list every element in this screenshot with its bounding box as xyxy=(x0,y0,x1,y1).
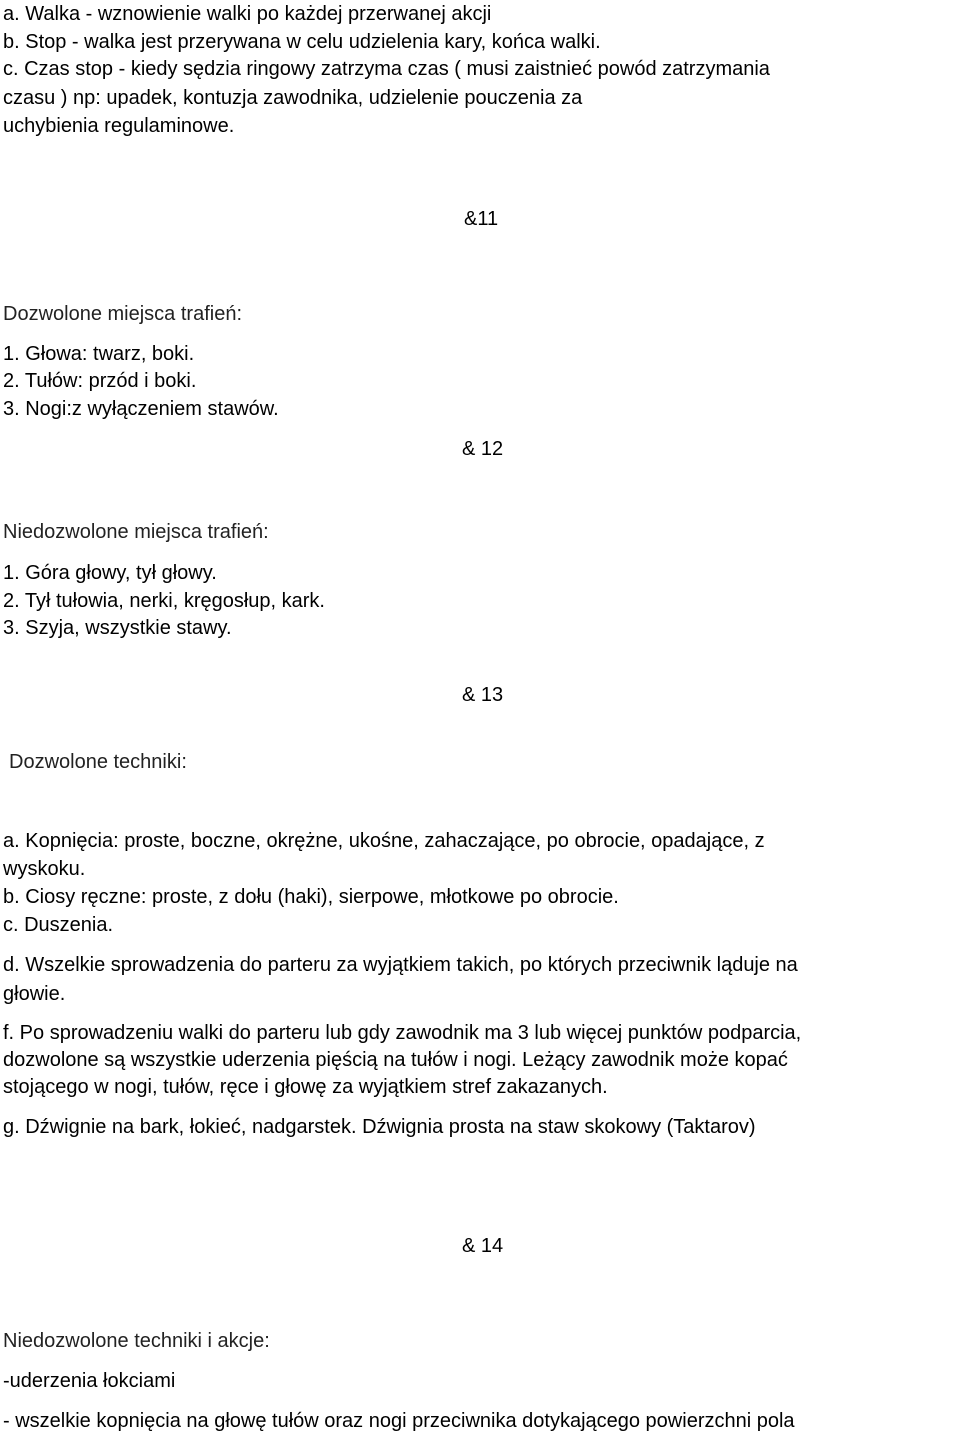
section-11-item-1: 1. Głowa: twarz, boki. xyxy=(3,343,195,365)
intro-item-c-line3: uchybienia regulaminowe. xyxy=(3,115,235,137)
section-13-item-f-line1: f. Po sprowadzeniu walki do parteru lub gdy zawodnik ma 3 lub więcej punktów podparcia, xyxy=(3,1022,802,1044)
section-14-item-2: - wszelkie kopnięcia na głowę tułów oraz nogi przeciwnika dotykającego powierzchni pola xyxy=(3,1410,795,1432)
section-13-item-g: g. Dźwignie na bark, łokieć, nadgarstek. Dźwignia prosta na staw skokowy (Taktarov) xyxy=(3,1116,756,1138)
section-13-item-d-line2: głowie. xyxy=(3,983,66,1005)
section-13-item-a-line2: wyskoku. xyxy=(3,858,86,880)
section-14-item-1: -uderzenia łokciami xyxy=(3,1370,176,1392)
section-12-heading: & 12 xyxy=(462,438,504,460)
section-14-title: Niedozwolone techniki i akcje: xyxy=(3,1330,270,1352)
section-11-title: Dozwolone miejsca trafień: xyxy=(3,303,242,325)
section-12-item-2: 2. Tył tułowia, nerki, kręgosłup, kark. xyxy=(3,590,325,612)
section-11-heading: &11 xyxy=(464,208,499,230)
section-11-item-2: 2. Tułów: przód i boki. xyxy=(3,370,197,392)
intro-item-a: a. Walka - wznowienie walki po każdej przerwanej akcji xyxy=(3,3,492,25)
section-11-item-3: 3. Nogi:z wyłączeniem stawów. xyxy=(3,398,279,420)
section-13-item-f-line3: stojącego w nogi, tułów, ręce i głowę za wyjątkiem stref zakazanych. xyxy=(3,1076,608,1098)
section-14-heading: & 14 xyxy=(462,1235,504,1257)
section-13-heading: & 13 xyxy=(462,684,504,706)
section-12-title: Niedozwolone miejsca trafień: xyxy=(3,521,269,543)
section-13-item-a-line1: a. Kopnięcia: proste, boczne, okrężne, ukośne, zahaczające, po obrocie, opadające, z xyxy=(3,830,765,852)
section-13-item-c: c. Duszenia. xyxy=(3,914,114,936)
intro-item-c-line2: czasu ) np: upadek, kontuzja zawodnika, udzielenie pouczenia za xyxy=(3,87,583,109)
section-13-item-b: b. Ciosy ręczne: proste, z dołu (haki), sierpowe, młotkowe po obrocie. xyxy=(3,886,619,908)
intro-item-b: b. Stop - walka jest przerywana w celu udzielenia kary, końca walki. xyxy=(3,31,601,53)
section-13-title: Dozwolone techniki: xyxy=(9,751,187,773)
intro-item-c-line1: c. Czas stop - kiedy sędzia ringowy zatrzyma czas ( musi zaistnieć powód zatrzymania xyxy=(3,58,770,80)
section-12-item-1: 1. Góra głowy, tył głowy. xyxy=(3,562,217,584)
section-12-item-3: 3. Szyja, wszystkie stawy. xyxy=(3,617,232,639)
section-13-item-f-line2: dozwolone są wszystkie uderzenia pięścią na tułów i nogi. Leżący zawodnik może kopać xyxy=(3,1049,788,1071)
section-13-item-d-line1: d. Wszelkie sprowadzenia do parteru za wyjątkiem takich, po których przeciwnik ląduje na xyxy=(3,954,798,976)
